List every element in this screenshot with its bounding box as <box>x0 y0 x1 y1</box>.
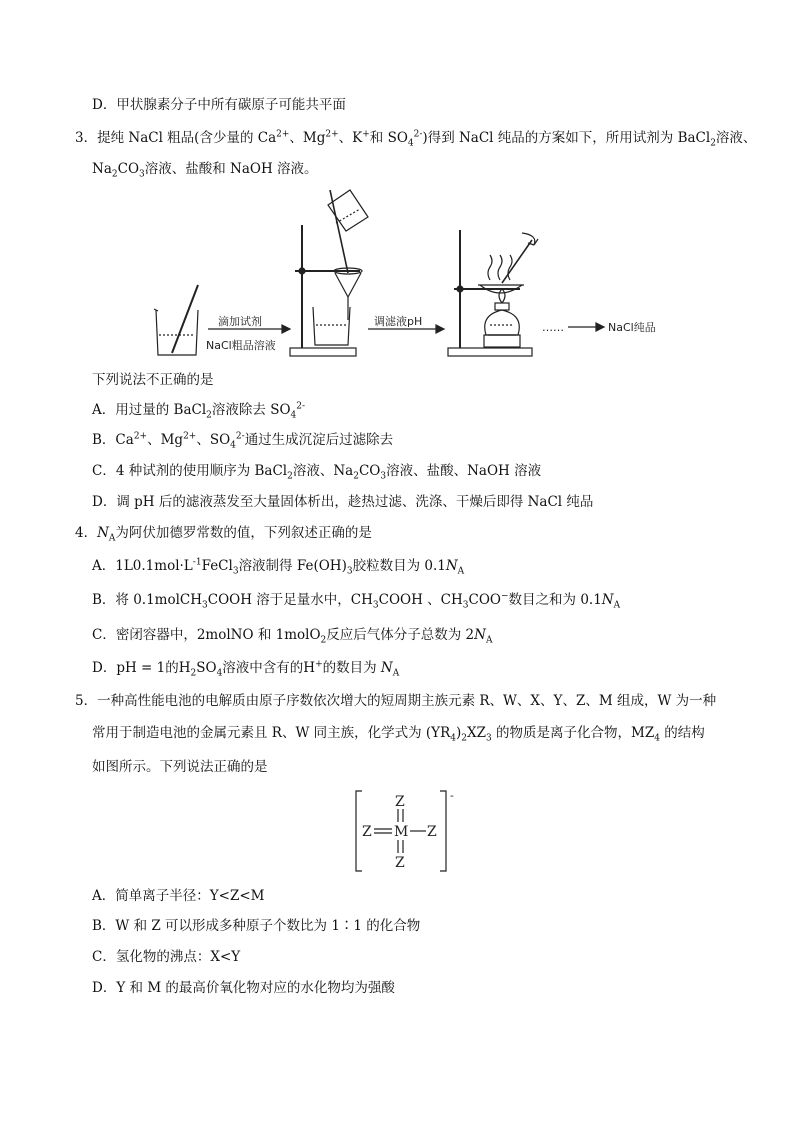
q5-stem-line1: 5．一种高性能电池的电解质由原子序数依次增大的短周期主族元素 R、W、X、Y、Z、M 组成，W 为一种 <box>75 693 717 709</box>
q4-option-b: B．将 0.1molCH$_3$COOH 溶于足量水中，$CH_3COOH$ 、$CH_3COO^-$数目之和为 $0.1N_A$ <box>92 591 621 611</box>
q5-option-c: C．氢化物的沸点：X<Y <box>92 949 241 965</box>
q3-option-c: C．4 种试剂的使用顺序为 BaCl$_2$溶液、$Na_2CO_3$溶液、盐酸、NaOH 溶液 <box>92 463 542 482</box>
q3-stem-line2: $Na_2CO_3$溶液、盐酸和 NaOH 溶液。 <box>92 161 318 180</box>
atom-z-left: Z <box>362 824 372 840</box>
arrow-to-pure-icon <box>568 323 604 331</box>
q3-option-d: D．调 pH 后的滤液蒸发至大量固体析出，趁热过滤、洗涤、干燥后即得 NaCl 纯品 <box>92 494 594 510</box>
atom-z-right: Z <box>427 824 437 840</box>
charge-sign: - <box>450 789 454 802</box>
q5-option-b: B．W 和 Z 可以形成多种原子个数比为 1∶1 的化合物 <box>92 918 421 934</box>
beaker-icon <box>154 285 198 355</box>
atom-z-bottom: Z <box>395 855 405 871</box>
q3-apparatus-figure <box>150 185 710 360</box>
q4-option-d: D．pH = 1的$H_2SO_4$溶液中含有的H+的数目为 $N_A$ <box>92 659 400 679</box>
atom-z-top: Z <box>395 794 405 810</box>
label-crude-solution: NaCl粗品溶液 <box>206 339 276 352</box>
filtration-stand-icon <box>290 190 368 356</box>
evaporation-setup-icon <box>448 230 538 356</box>
label-pure-nacl: NaCl纯品 <box>608 321 656 334</box>
q4-option-a: A．$1L0.1mol\cdot L^{-1}FeCl_3$溶液制得 $Fe(OH)_3$胶粒数目为 $0.1N_A$ <box>92 557 465 577</box>
q5-option-a: A．简单离子半径：Y<Z<M <box>92 888 265 904</box>
label-add-reagent: 滴加试剂 <box>218 315 262 328</box>
q5-stem-line3: 如图所示。下列说法正确的是 <box>92 759 268 775</box>
q3-stem-line1: 3．提纯 NaCl 粗品(含少量的 $Ca^{2+}$、$Mg^{2+}$、K+和 $SO_4^{2-}$)得到 NaCl 纯品的方案如下，所用试剂为 BaCl$_2$溶液、 <box>75 129 757 149</box>
q5-stem-line2: 常用于制造电池的金属元素且 R、W 同主族，化学式为 $(YR_4)_2XZ_3$ 的物质是离子化合物，$MZ_4$ 的结构 <box>92 725 705 744</box>
q4-stem: 4．$N_A$为阿伏加德罗常数的值，下列叙述正确的是 <box>75 525 372 544</box>
q5-structure-diagram <box>350 787 470 877</box>
atom-m-center: M <box>394 824 409 840</box>
q3-option-b: B．$Ca^{2+}$、$Mg^{2+}$、$SO_4^{2-}$通过生成沉淀后过滤除去 <box>92 431 394 451</box>
label-adjust-ph: 调滤液pH <box>374 315 423 328</box>
q4-option-c: C．密闭容器中，2molNO 和 1molO$_2$反应后气体分子总数为 $2N_A$ <box>92 627 493 646</box>
q2-option-d: D．甲状腺素分子中所有碳原子可能共平面 <box>92 97 346 113</box>
label-dots: …… <box>542 321 564 334</box>
q3-option-a: A．用过量的 BaCl$_2$溶液除去 $SO_4^{2-}$ <box>92 401 306 421</box>
q3-prompt: 下列说法不正确的是 <box>92 372 214 388</box>
q5-option-d: D．Y 和 M 的最高价氧化物对应的水化物均为强酸 <box>92 980 395 996</box>
